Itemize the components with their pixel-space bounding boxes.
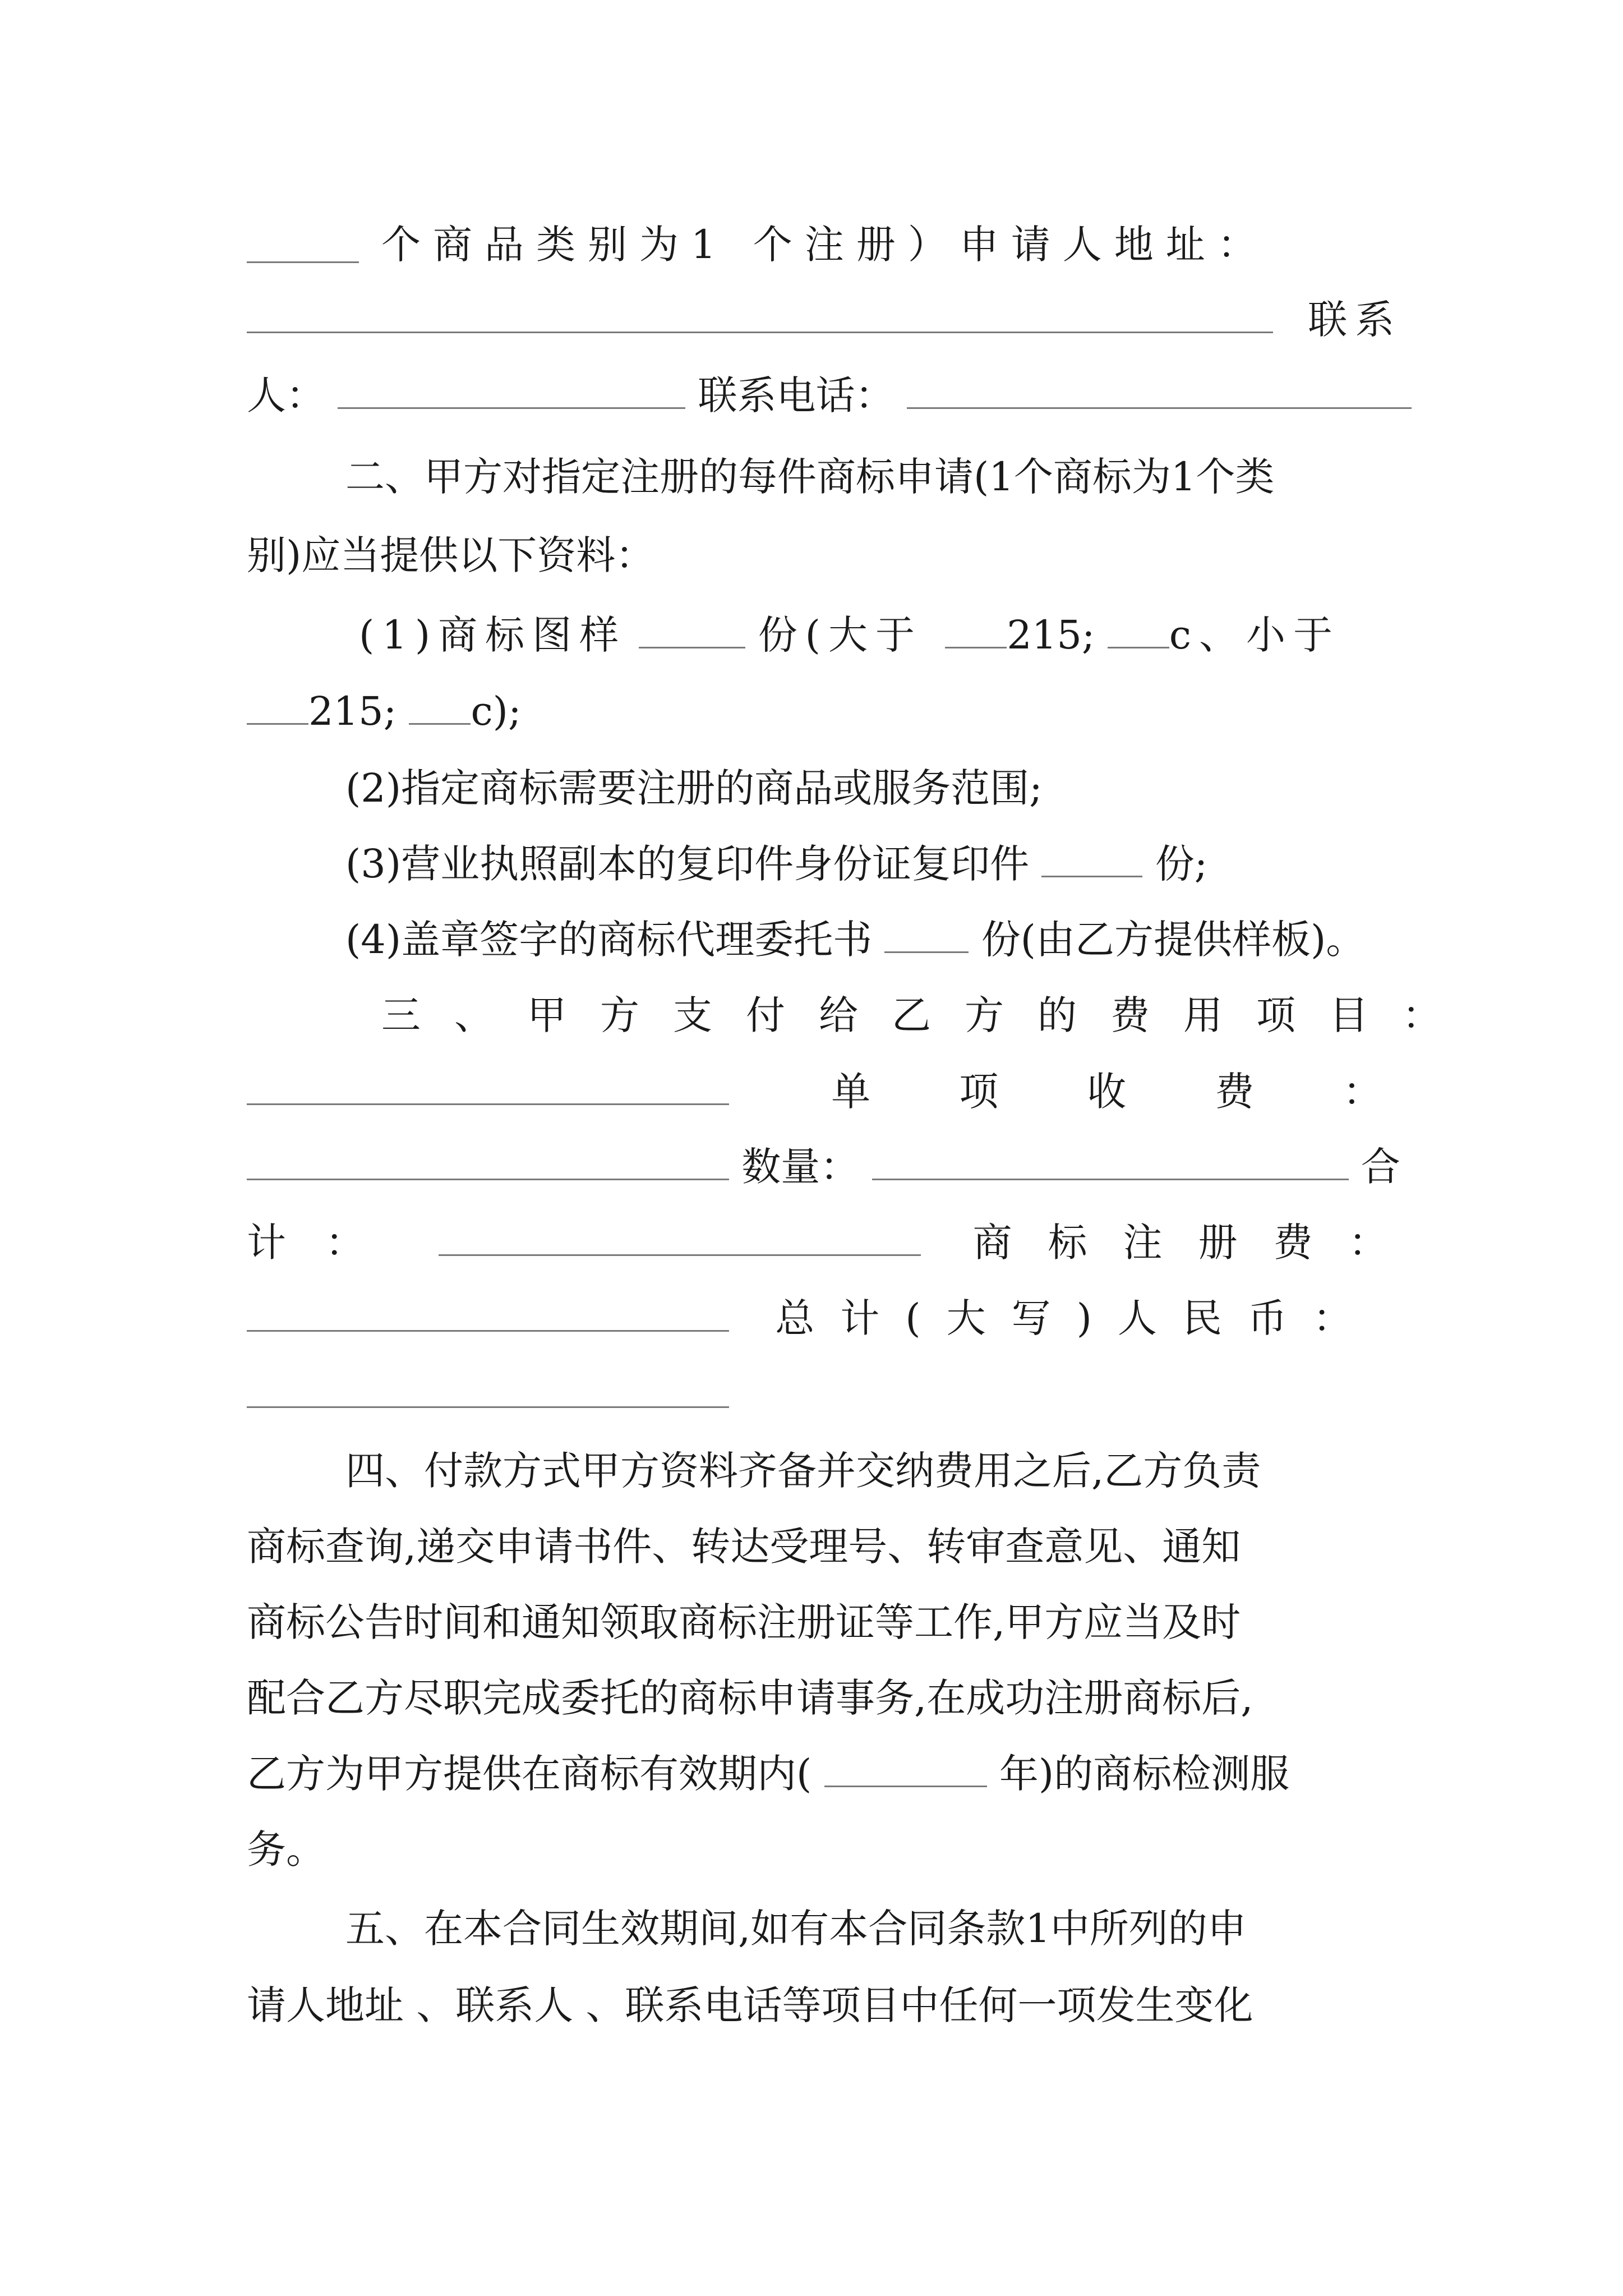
text-12: 单项收费：	[831, 1069, 1471, 1115]
blank-field	[1041, 841, 1142, 877]
text-02: 联系	[1308, 297, 1403, 343]
text-13a: 数量：	[741, 1144, 860, 1190]
text-01: 个商品类别为1 个注册）申请人地址：	[381, 222, 1269, 268]
line-09	[247, 836, 1380, 892]
line-01	[247, 217, 1380, 273]
text-09b: 份;	[1155, 841, 1208, 887]
blank-field	[338, 372, 685, 409]
text-04: 二、甲方对指定注册的每件商标申请(1个商标为1个类	[345, 454, 1275, 500]
text-line-01	[381, 217, 1380, 273]
text-05: 别)应当提供以下资料：	[247, 532, 655, 578]
text-19: 商标公告时间和通知领取商标注册证等工作,甲方应当及时	[247, 1599, 1241, 1645]
text-11: 三、甲方支付给乙方的费用项目：	[381, 992, 1475, 1038]
blank-field	[247, 688, 308, 725]
line-12	[247, 1064, 1471, 1120]
line-02	[247, 292, 1403, 348]
blank-field	[1108, 612, 1169, 648]
blank-field	[945, 612, 1007, 648]
blank-field	[247, 227, 359, 263]
text-22: 务。	[247, 1826, 325, 1872]
blank-field	[247, 297, 1273, 333]
line-13	[247, 1139, 1400, 1195]
text-14a: 计：	[247, 1220, 404, 1266]
blank-field	[907, 372, 1412, 409]
text-06d: c、小于	[1169, 612, 1340, 658]
blank-field	[639, 612, 745, 648]
text-06a: (1)商标图样	[359, 612, 627, 658]
text-10a: (4)盖章签字的商标代理委托书	[345, 917, 873, 963]
line-22	[247, 1821, 1380, 1878]
text-09a: (3)营业执照副本的复印件身份证复印件	[345, 841, 1030, 887]
line-21	[247, 1746, 1380, 1802]
text-23: 五、在本合同生效期间,如有本合同条款1中所列的申	[345, 1906, 1247, 1952]
text-08: (2)指定商标需要注册的商品或服务范围;	[345, 765, 1043, 811]
line-08	[247, 760, 1380, 816]
line-14	[247, 1214, 1424, 1271]
line-04	[247, 449, 1380, 505]
blank-field	[439, 1220, 921, 1256]
line-19	[247, 1594, 1380, 1650]
line-10	[247, 912, 1380, 968]
text-17: 四、付款方式甲方资料齐备并交纳费用之后,乙方负责	[345, 1448, 1261, 1494]
line-23	[247, 1901, 1380, 1957]
blank-field	[824, 1751, 987, 1787]
blank-field	[247, 1069, 729, 1105]
blank-field	[247, 1372, 729, 1408]
line-07	[247, 683, 1380, 739]
line-06	[247, 607, 1380, 663]
line-16	[247, 1366, 1380, 1423]
line-05	[247, 527, 1380, 583]
blank-field	[247, 1144, 729, 1180]
text-21a: 乙方为甲方提供在商标有效期内(	[247, 1751, 812, 1797]
line-15	[247, 1290, 1380, 1346]
text-06c: 215;	[1007, 612, 1095, 658]
blank-field	[409, 688, 471, 725]
line-11	[247, 987, 1475, 1043]
line-24	[247, 1977, 1380, 2033]
text-10b: 份(由乙方提供样板)。	[981, 917, 1366, 963]
text-24: 请人地址 、联系人 、联系电话等项目中任何一项发生变化	[247, 1982, 1253, 2028]
blank-field	[872, 1144, 1349, 1180]
line-17	[247, 1443, 1380, 1499]
line-03	[247, 367, 1380, 424]
text-03a: 人：	[247, 372, 325, 418]
text-15: 总计(大写)人民币：	[775, 1295, 1378, 1341]
text-20: 配合乙方尽职完成委托的商标申请事务,在成功注册商标后,	[247, 1675, 1253, 1721]
text-07b: c);	[471, 688, 522, 734]
blank-field	[884, 917, 969, 953]
text-14b: 商标注册费：	[972, 1220, 1424, 1266]
text-07a: 215;	[308, 688, 397, 734]
line-18	[247, 1519, 1380, 1575]
text-21b: 年)的商标检测服	[999, 1751, 1290, 1797]
blank-field	[247, 1295, 729, 1332]
text-13b: 合	[1361, 1144, 1400, 1190]
text-18: 商标查询,递交申请书件、转达受理号、转审查意见、通知	[247, 1524, 1241, 1570]
text-06b: 份(大于	[758, 612, 923, 658]
text-03b: 联系电话：	[698, 372, 895, 418]
line-20	[247, 1670, 1380, 1726]
